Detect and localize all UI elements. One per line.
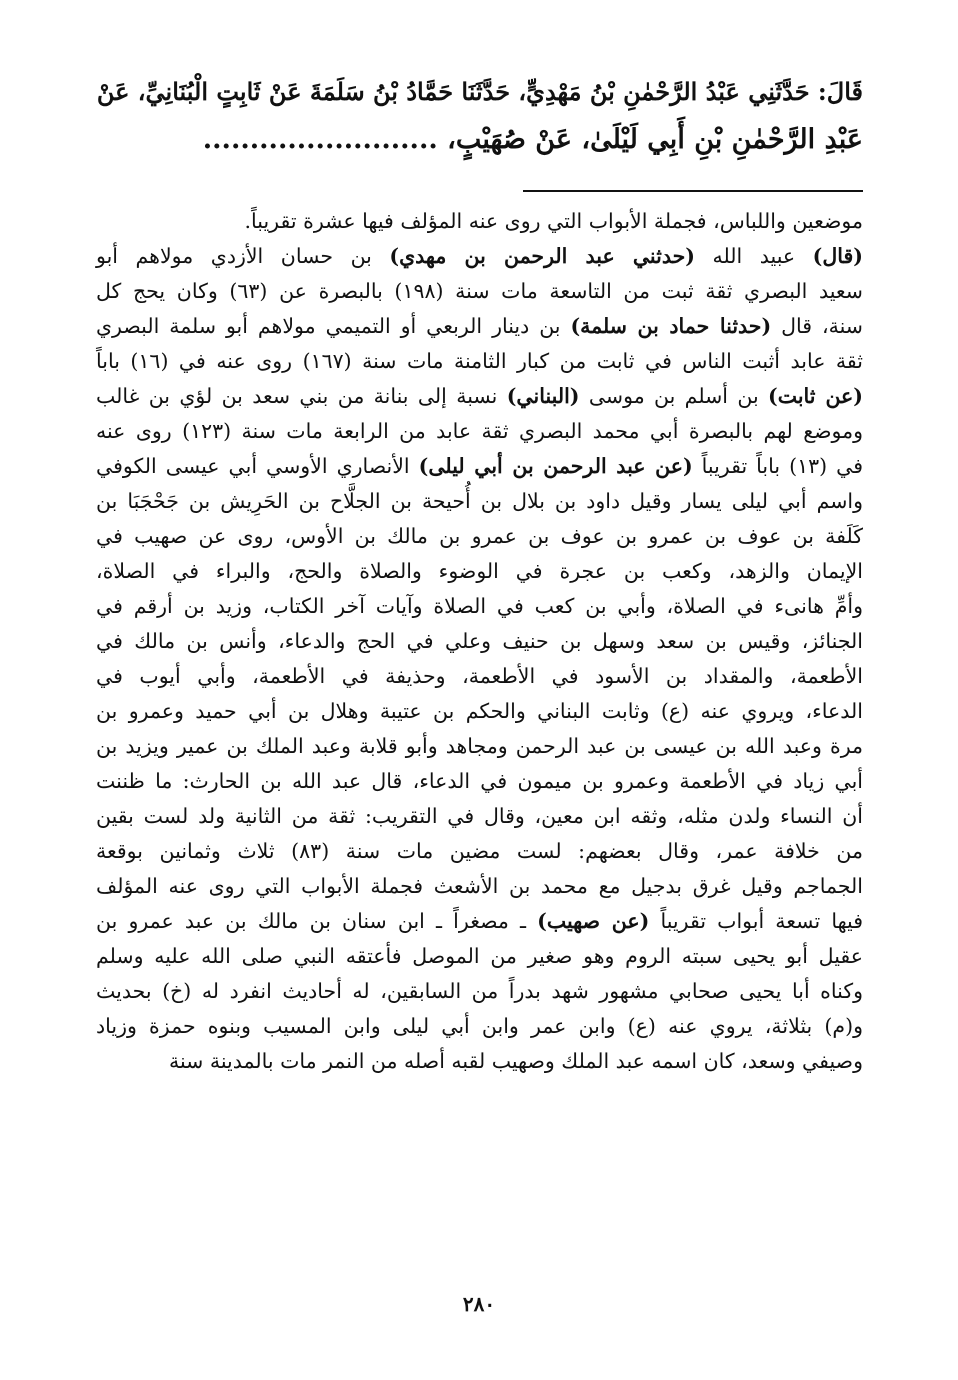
quoted-narrator-text: (قال) xyxy=(812,244,863,268)
commentary-text: وكناه أبا يحيى صحابي مشهور شهد بدراً من السابقين، له أحاديث انفرد له (خ) بحديث xyxy=(96,979,863,1003)
commentary-text: وموضع لهم بالبصرة أبي محمد البصري ثقة عابد من الرابعة مات سنة (١٢٣) روى عنه xyxy=(96,419,863,443)
commentary-line xyxy=(96,799,863,834)
commentary-text: فيها تسعة أبواب تقريباً xyxy=(649,909,864,933)
hadith-text xyxy=(96,68,863,164)
commentary-text: بن حسان الأزدي مولاهم أبو xyxy=(96,244,390,268)
commentary-line xyxy=(96,344,863,379)
commentary-line xyxy=(96,624,863,659)
commentary-line xyxy=(96,764,863,799)
commentary-line xyxy=(96,659,863,694)
commentary-line xyxy=(96,204,863,239)
quoted-narrator-text: (حدثني عبد الرحمن بن مهدي) xyxy=(389,244,695,268)
commentary-text: مرة وعبد الله بن عيسى بن عبد الرحمن ومجاهد وأبو قلابة وعبد الملك بن عمير ويزيد بن xyxy=(96,734,863,758)
footnote-separator xyxy=(523,190,863,192)
hadith-line-text: عَبْدِ الرَّحْمٰنِ بْنِ أَبِي لَيْلَىٰ، عَنْ صُهَيْبٍ، xyxy=(447,124,863,155)
commentary-text: نسبة إلى بنانة من بني سعد بن لؤي بن غالب xyxy=(96,384,507,408)
commentary-line xyxy=(96,554,863,589)
commentary-text: بن دينار الربعي أو التميمي مولاهم أبو سلمة البصري xyxy=(96,314,571,338)
commentary-line xyxy=(96,974,863,1009)
commentary-text: موضعين واللباس، فجملة الأبواب التي روى عنه المؤلف فيها عشرة تقريباً. xyxy=(244,209,863,233)
quoted-narrator-text: (عن ثابت) xyxy=(768,384,863,408)
commentary-text: الجماجم وقيل غرق بدجيل مع محمد بن الأشعث فجملة الأبواب التي روى عنه المؤلف xyxy=(96,874,863,898)
commentary-line xyxy=(96,274,863,309)
commentary-text: كَلَفة بن عوف بن عمرو بن عوف بن عمرو بن مالك بن الأوس، روى عن صهيب في xyxy=(96,524,863,548)
commentary-text: الأنصاري الأوسي أبي عيسى الكوفي xyxy=(96,454,419,478)
commentary-line xyxy=(96,449,863,484)
quoted-narrator-text: (عن صهيب) xyxy=(537,909,650,933)
commentary-text: في (١٣) باباً تقريباً xyxy=(692,454,864,478)
commentary-text: من خلافة عمر، وقال بعضهم: لست مضين مات سنة (٨٣) ثلاث وثمانين بوقعة xyxy=(96,839,863,863)
commentary-line xyxy=(96,414,863,449)
ellipsis-dots: ......................... xyxy=(202,124,438,155)
commentary-text: أبي زياد في الأطعمة وعمرو بن ميمون في الدعاء، قال عبد الله بن الحارث: ما ظننت xyxy=(96,769,863,793)
commentary-text: وأمِّ هانىء في الصلاة، وأبي بن كعب في الصلاة وآيات آخر الكتاب، وزيد بن أرقم في xyxy=(96,594,863,618)
commentary-text: الجنائز، وقيس بن سعد وسهل بن حنيف وعلي في الحج والدعاء، وأنس بن مالك في xyxy=(96,629,863,653)
commentary-line xyxy=(96,589,863,624)
commentary-line xyxy=(96,729,863,764)
commentary-text: عبيد الله xyxy=(694,244,813,268)
commentary-line xyxy=(96,939,863,974)
commentary-text: ـ مصغراً ـ ابن سنان بن مالك بن عبد عمرو بن xyxy=(96,909,538,933)
commentary-text: و(م) بثلاثة، يروي عنه (ع) وابن عمر وابن أبي ليلى وابن المسيب وبنوه حمزة وزياد xyxy=(96,1014,863,1038)
commentary-text: أن النساء ولدن مثله، وثقه ابن معين، وقال في التقريب: ثقة من الثانية ولد لست بقين xyxy=(96,804,863,828)
commentary-text: الدعاء، ويروي عنه (ع) وثابت البناني والحكم بن عتيبة وهلال بن أبي حميد وعمرو بن xyxy=(96,699,863,723)
commentary-line xyxy=(96,379,863,414)
commentary-text: وصيفي وسعد، كان اسمه عبد الملك وصهيب لقبه أصله من النمر مات بالمدينة سنة xyxy=(168,1049,863,1073)
commentary xyxy=(96,204,863,1079)
hadith-line xyxy=(96,116,863,164)
page-number: ٢٨٠ xyxy=(462,1292,496,1316)
commentary-line xyxy=(96,904,863,939)
commentary-text: الإيمان والزهد، وكعب بن عجرة في الوضوء والصلاة والحج، والبراء في الصلاة، xyxy=(96,559,863,583)
commentary-line xyxy=(96,1044,863,1079)
commentary-text: سنة، قال xyxy=(771,314,863,338)
quoted-narrator-text: (البناني) xyxy=(506,384,580,408)
commentary-text: عقيل أبو يحيى سبته الروم وهو صغير من الموصل فأعتقه النبي صلى الله عليه وسلم xyxy=(96,944,863,968)
commentary-line xyxy=(96,309,863,344)
commentary-line xyxy=(96,484,863,519)
quoted-narrator-text: (عن عبد الرحمن بن أبي ليلى) xyxy=(418,454,693,478)
commentary-line xyxy=(96,519,863,554)
commentary-text: واسم أبي ليلى يسار وقيل داود بن بلال بن أُحيحة بن الجلَّاح بن الحَرِيش بن جَحْجَبَا بن xyxy=(96,489,863,513)
quoted-narrator-text: (حدثنا حماد بن سلمة) xyxy=(570,314,772,338)
commentary-text: الأطعمة، والمقداد بن الأسود في الأطعمة، وحذيفة في الأطعمة، وأبي أيوب في xyxy=(96,664,863,688)
commentary-text: ثقة عابد أثبت الناس في ثابت من كبار الثامنة مات سنة (١٦٧) روى عنه في (١٦) باباً xyxy=(96,349,863,373)
commentary-line xyxy=(96,834,863,869)
commentary-line xyxy=(96,694,863,729)
commentary-text: بن أسلم بن موسى xyxy=(579,384,768,408)
hadith-line: قَالَ: حَدَّثَنِي عَبْدُ الرَّحْمٰنِ بْنُ مَهْدِيٍّ، حَدَّثَنَا حَمَّادُ بْنُ سَلَمَةَ عَنْ ثَابِتٍ الْبُنَانِيِّ، عَنْ xyxy=(96,77,863,106)
commentary-line xyxy=(96,1009,863,1044)
commentary-line xyxy=(96,869,863,904)
commentary-text: سعيد البصري ثقة ثبت من التاسعة مات سنة (١٩٨) بالبصرة عن (٦٣) وكان يحج كل xyxy=(96,279,863,303)
commentary-line xyxy=(96,239,863,274)
